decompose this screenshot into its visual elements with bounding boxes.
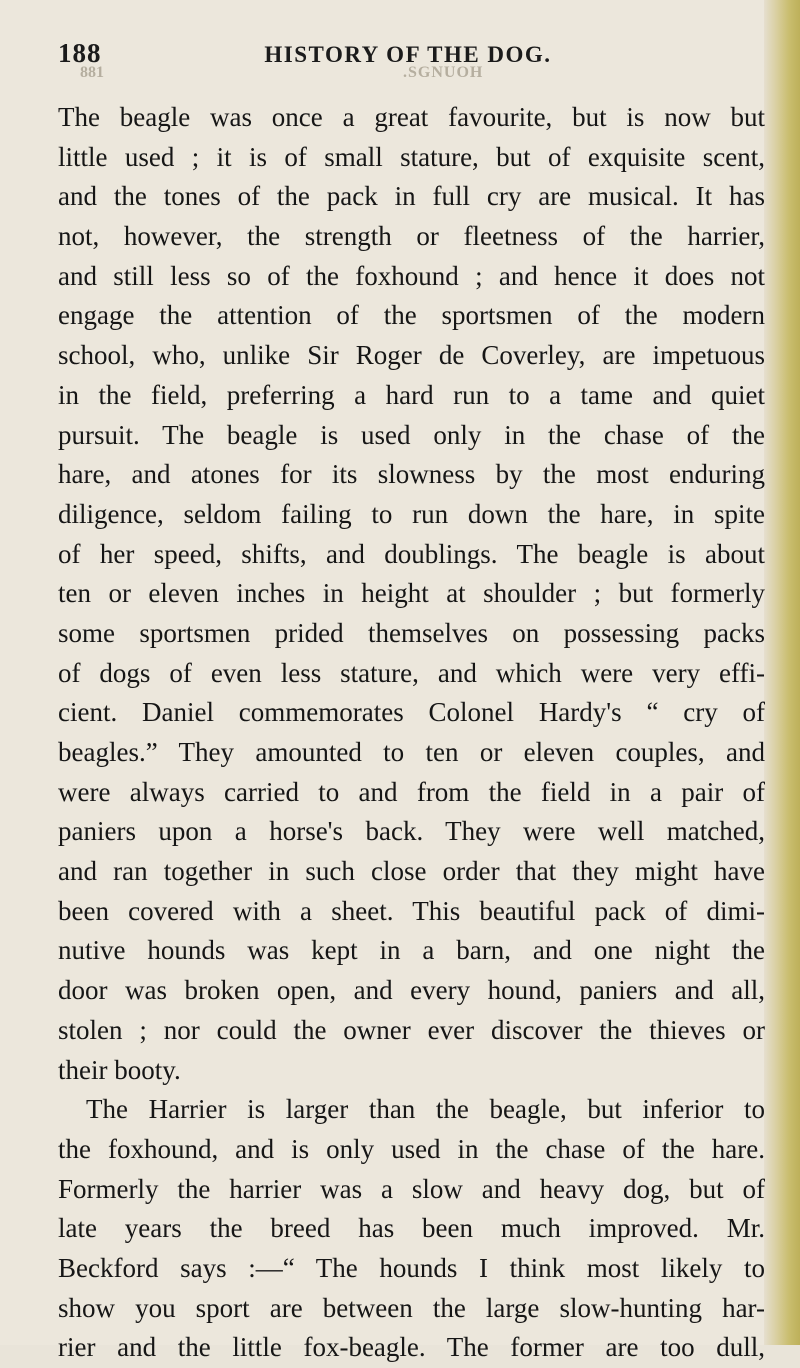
text-line: were always carried to and from the field in a pair of <box>58 776 765 807</box>
text-line: show you sport are between the large slow-hunting har- <box>58 1292 765 1323</box>
show-through-heading: .SGNUOH <box>403 64 484 81</box>
text-line: late years the breed has been much improved. Mr. <box>58 1213 765 1244</box>
text-line: the foxhound, and is only used in the chase of the hare. <box>58 1133 765 1164</box>
page-number: 188 <box>58 38 102 68</box>
text-line: engage the attention of the sportsmen of the modern <box>58 300 765 331</box>
text-line: Beckford says :—“ The hounds I think most likely to <box>58 1252 765 1283</box>
text-line: not, however, the strength or fleetness of the harrier, <box>58 221 765 252</box>
text-line: Formerly the harrier was a slow and heavy dog, but of <box>58 1173 765 1204</box>
text-line: and still less so of the foxhound ; and hence it does not <box>58 260 765 291</box>
text-line: diligence, seldom failing to run down the hare, in spite <box>58 498 765 529</box>
text-line: and ran together in such close order that they might have <box>58 856 765 887</box>
text-line: hare, and atones for its slowness by the most enduring <box>58 459 765 490</box>
text-line: school, who, unlike Sir Roger de Coverley, are impetuous <box>58 340 765 371</box>
text-line: of her speed, shifts, and doublings. The beagle is about <box>58 538 765 569</box>
text-line: nutive hounds was kept in a barn, and one night the <box>58 935 765 966</box>
body-text <box>58 98 765 1368</box>
text-line: ten or eleven inches in height at shoulder ; but formerly <box>58 578 765 609</box>
text-line: some sportsmen prided themselves on possessing packs <box>58 617 765 648</box>
page-edge <box>764 0 800 1345</box>
text-line: door was broken open, and every hound, paniers and all, <box>58 975 765 1006</box>
text-line: been covered with a sheet. This beautiful pack of dimi- <box>58 895 765 926</box>
text-line: paniers upon a horse's back. They were well matched, <box>58 816 765 847</box>
text-line: stolen ; nor could the owner ever discover the thieves or <box>58 1014 765 1045</box>
running-head: HISTORY OF THE DOG. <box>264 42 552 67</box>
text-line: pursuit. The beagle is used only in the chase of the <box>58 419 765 450</box>
text-line: The beagle was once a great favourite, but is now but <box>58 102 765 132</box>
text-line: little used ; it is of small stature, but of exquisite scent, <box>58 141 765 172</box>
show-through-page-number: 881 <box>80 64 104 81</box>
text-line: and the tones of the pack in full cry are musical. It has <box>58 181 765 212</box>
text-line: their booty. <box>58 1054 181 1085</box>
text-line: beagles.” They amounted to ten or eleven couples, and <box>58 737 765 767</box>
show-through-text <box>58 64 758 88</box>
text-line: of dogs of even less stature, and which were very effi- <box>58 657 765 688</box>
text-line: cient. Daniel commemorates Colonel Hardy's “ cry of <box>58 697 765 728</box>
text-line: The Harrier is larger than the beagle, but inferior to <box>86 1094 765 1125</box>
text-line: rier and the little fox-beagle. The former are too dull, <box>58 1332 765 1363</box>
text-line: in the field, preferring a hard run to a tame and quiet <box>58 379 765 410</box>
